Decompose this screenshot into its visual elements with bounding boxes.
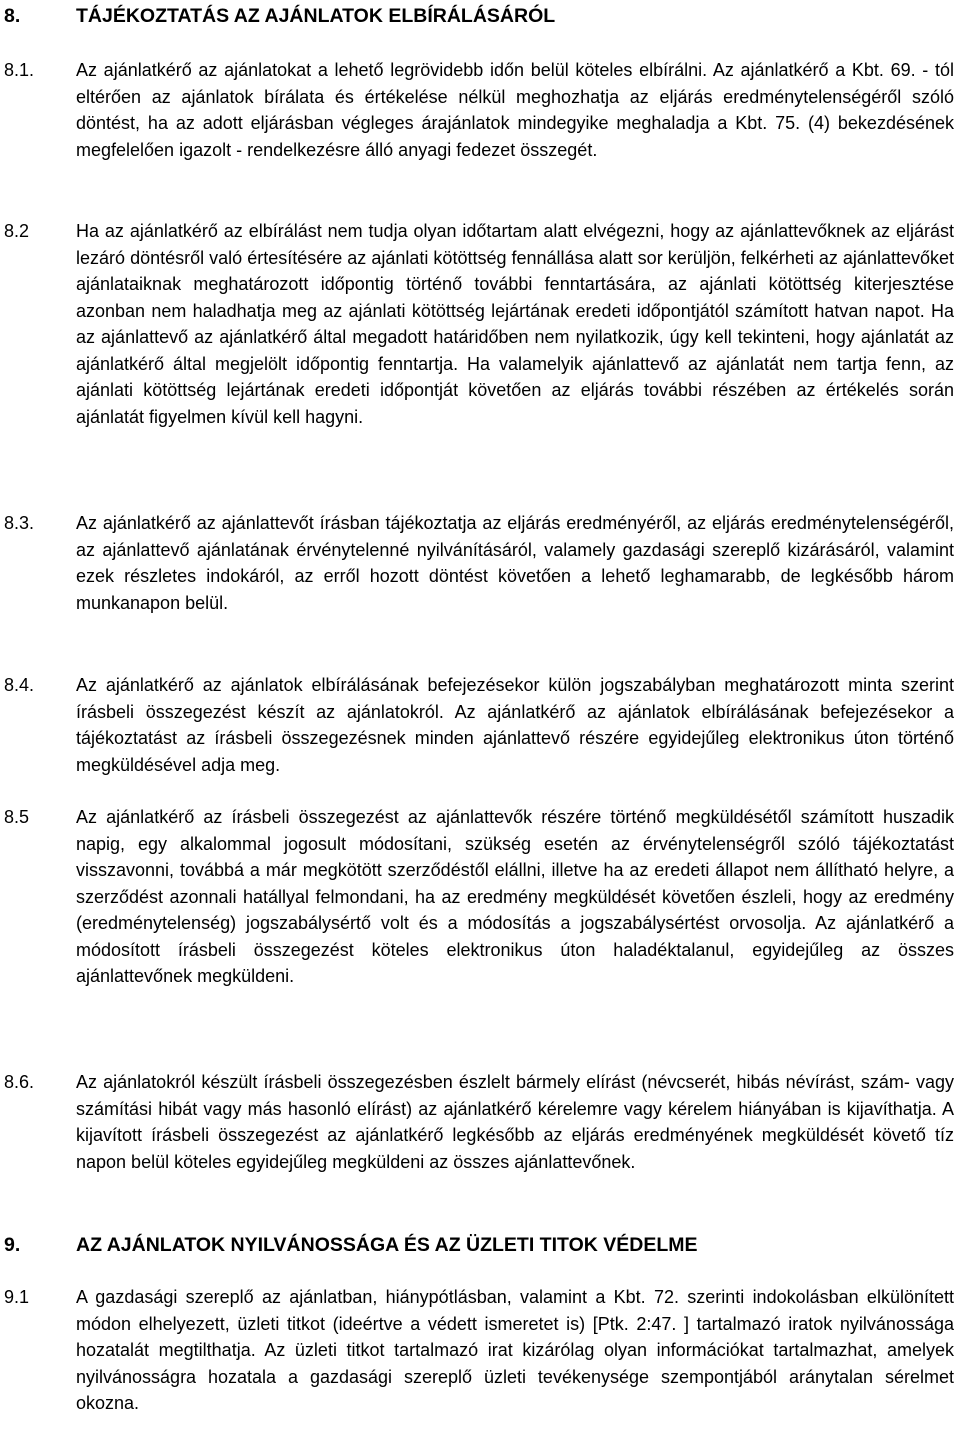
- paragraph-text: Az ajánlatokról készült írásbeli összegezésben észlelt bármely elírást (névcserét, hibás névírást, szám- vagy számítási hibát vagy más hasonló elírást) az ajánlatkérő kérelemre vagy kérelem hiányában is kijavíthatja. A kijavított írásbeli összegezést az ajánlatkérő legkésőbb az eljárás eredményének megküldését követő tíz napon belül köteles egyidejűleg megküldeni az összes ajánlattevőnek.: [76, 1072, 954, 1172]
- paragraph-text: Ha az ajánlatkérő az elbírálást nem tudja olyan időtartam alatt elvégezni, hogy az ajánlattevőknek az eljárást lezáró döntésről való értesítésére az ajánlati kötöttség fennállása alatt sor kerüljön, felkérheti az ajánlattevőket ajánlataiknak meghatározott időpontig történő további fenntartására, az ajánlati kötöttség kiterjesztése azonban nem haladhatja meg az ajánlati kötöttség lejártának eredeti időpontjától számított hatvan napot. Ha az ajánlattevő az ajánlatkérő által megadott határidőben nem nyilatkozik, úgy kell tekinteni, hogy ajánlatát az ajánlatkérő által megjelölt időpontig fenntartja. Ha valamelyik ajánlattevő az ajánlatát nem tartja fenn, az ajánlati kötöttség lejártának eredeti időpontját követően az eljárás további részében az értékelés során ajánlatát figyelmen kívül kell hagyni.: [76, 221, 954, 427]
- section-title: TÁJÉKOZTATÁS AZ AJÁNLATOK ELBÍRÁLÁSÁRÓL: [76, 5, 556, 27]
- section-number: 9.: [4, 1234, 21, 1256]
- paragraph-text: Az ajánlatkérő az ajánlatok elbírálásának befejezésekor külön jogszabályban meghatározott minta szerint írásbeli összegezést készít az ajánlatokról. Az ajánlatkérő az ajánlatok elbírálásának befejezésekor a tájékoztatást az írásbeli összegezésnek minden ajánlattevő részére egyidejűleg elektronikus úton történő megküldésével adja meg.: [76, 675, 954, 775]
- paragraph-number: 8.3.: [4, 513, 35, 533]
- paragraph-number: 8.4.: [4, 675, 35, 695]
- paragraph-text: Az ajánlatkérő az ajánlattevőt írásban tájékoztatja az eljárás eredményéről, az eljárás eredménytelenségéről, az ajánlattevő ajánlatának érvénytelenné nyilvánításáról, valamely gazdasági szereplő kizárásáról, valamint ezek részletes indokáról, az erről hozott döntést követően a lehető leghamarabb, de legkésőbb három munkanapon belül.: [76, 513, 954, 613]
- paragraph-number: 8.6.: [4, 1072, 35, 1092]
- paragraph-number: 8.5: [4, 807, 30, 827]
- paragraph-text: Az ajánlatkérő az ajánlatokat a lehető legrövidebb időn belül köteles elbírálni. Az ajánlatkérő a Kbt. 69. - tól eltérően az ajánlatok bírálata és értékelése nélkül meghozhatja az eljárás eredménytelenségéről szóló döntést, ha az adott eljárásban végleges árajánlatok mindegyike meghaladja a Kbt. 75. (4) bekezdésének megfelelően igazolt - rendelkezésre álló anyagi fedezet összegét.: [76, 60, 954, 160]
- section-number: 8.: [4, 5, 21, 27]
- paragraph-number: 9.1: [4, 1287, 30, 1307]
- paragraph-text: A gazdasági szereplő az ajánlatban, hiánypótlásban, valamint a Kbt. 72. szerinti indokolásban elkülönített módon elhelyezett, üzleti titkot (ideértve a védett ismeretet is) [Ptk. 2:47. ] tartalmazó iratok nyilvánossága hozatalát megtilthatja. Az üzleti titkot tartalmazó irat kizárólag olyan információkat tartalmazhat, amelyek nyilvánosságra hozatala a gazdasági szereplő üzleti tevékenysége szempontjából aránytalan sérelmet okozna.: [76, 1287, 954, 1413]
- paragraph-text: Az ajánlatkérő az írásbeli összegezést az ajánlattevők részére történő megküldésétől számított huszadik napig, egy alkalommal jogosult módosítani, szükség esetén az érvénytelenségről szóló tájékoztatást visszavonni, továbbá a már megkötött szerződéstől elállni, illetve ha az eredeti állapot nem állítható helyre, a szerződést azonnali hatállyal felmondani, ha az eredmény megküldését követően észleli, hogy az eredmény (eredménytelenség) jogszabálysértő volt és a módosítás a jogszabálysértést orvosolja. Az ajánlatkérő a módosított írásbeli összegezést köteles elektronikus úton haladéktalanul, egyidejűleg az összes ajánlattevőnek megküldeni.: [76, 807, 954, 986]
- paragraph-number: 8.1.: [4, 60, 35, 80]
- paragraph-number: 8.2: [4, 221, 30, 241]
- section-title: AZ AJÁNLATOK NYILVÁNOSSÁGA ÉS AZ ÜZLETI TITOK VÉDELME: [76, 1234, 698, 1256]
